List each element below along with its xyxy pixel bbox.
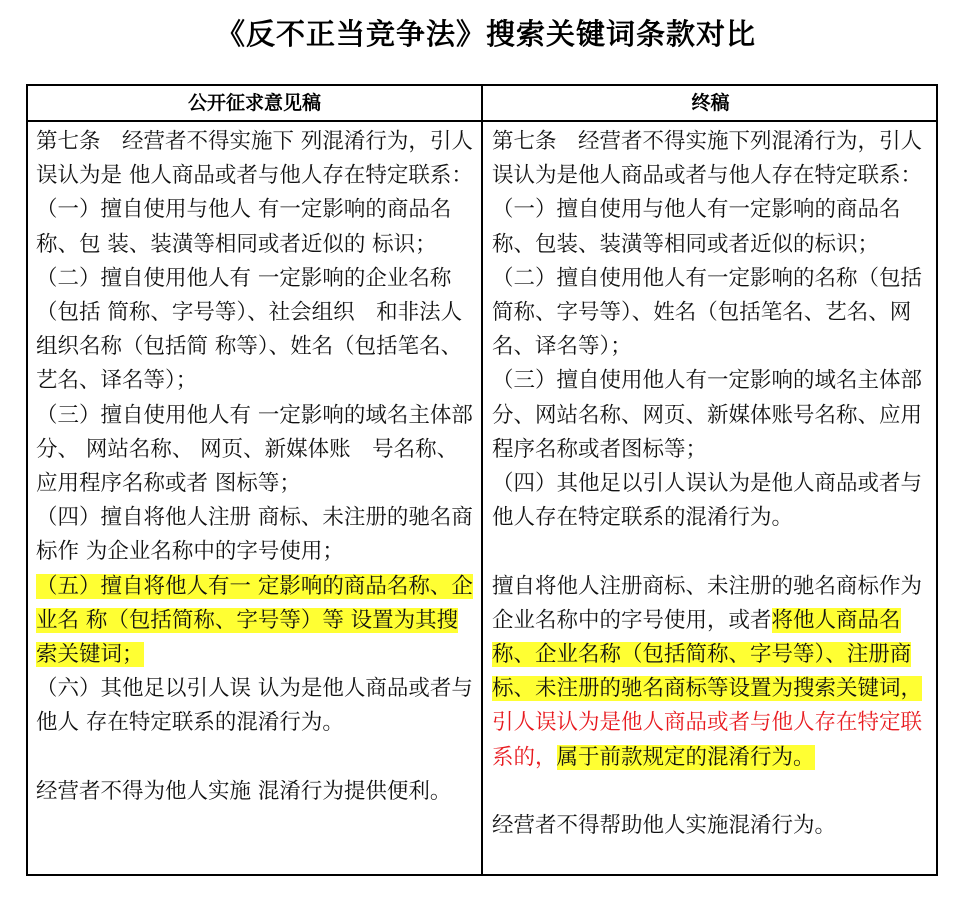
draft-item-6: （六）其他足以引人误 认为是他人商品或者与他人 存在特定联系的混淆行为。 — [36, 676, 473, 736]
final-paragraph-2-highlight-1: 将他人商品名称、企业名称（包括简称、字号等）、注册商标、未注册的驰名商标等设置为搜索关键词， — [492, 607, 923, 702]
draft-item-3: （三）擅自使用他人有 一定影响的域名主体部分、 网站名称、 网页、新媒体账 号名称、应用程序名称或者 图标等； — [36, 402, 473, 497]
draft-item-2: （二）擅自使用他人有 一定影响的企业名称（包括 简称、字号等）、社会组织 和非法人组织名称（包括简 称等）、姓名（包括笔名、 艺名、译名等）； — [36, 265, 463, 394]
draft-item-5 — [36, 570, 476, 673]
final-item-3: （三）擅自使用他人有一定影响的域名主体部分、网站名称、网页、新媒体账号名称、应用程序名称或者图标等； — [492, 368, 923, 462]
draft-paragraph-2: 经营者不得为他人实施 混淆行为提供便利。 — [36, 778, 452, 804]
final-paragraph-2-red-text: 引人误认为是他人商品或者与他人存在特定联系的， — [492, 710, 923, 770]
final-item-2: （二）擅自使用他人有一定影响的名称（包括简称、字号等）、姓名（包括笔名、艺名、网名、译名等）； — [492, 265, 923, 360]
final-paragraph-2 — [492, 570, 932, 775]
draft-item-5-highlight: （五）擅自将他人有一 定影响的商品名称、企业名 称（包括简称、字号等）等 设置为其搜索关键词； — [36, 573, 473, 668]
draft-column — [36, 122, 476, 809]
final-paragraph-3: 经营者不得帮助他人实施混淆行为。 — [492, 813, 837, 839]
spacer — [492, 535, 932, 569]
draft-item-4: （四）擅自将他人注册 商标、未注册的驰名商标作 为企业名称中的字号使用； — [36, 505, 473, 565]
final-item-1: （一）擅自使用与他人有一定影响的商品名称、包装、装潢等相同或者近似的标识； — [492, 197, 901, 257]
header-final: 终稿 — [691, 92, 730, 114]
column-divider — [481, 86, 483, 874]
draft-article-intro: 第七条 经营者不得实施下 列混淆行为，引人误认为是 他人商品或者与他人存在特定联系： — [36, 129, 473, 189]
header-draft: 公开征求意见稿 — [187, 92, 321, 114]
final-paragraph-2-plain: 擅自将他人注册商标、未注册的驰名商标作为企业名称中的字号使用，或者 — [492, 573, 923, 633]
final-article-intro: 第七条 经营者不得实施下列混淆行为，引人误认为是他人商品或者与他人存在特定联系： — [492, 129, 923, 189]
comparison-table — [26, 84, 938, 876]
document-title: 《反不正当竞争法》搜索关键词条款对比 — [215, 17, 756, 51]
spacer — [492, 775, 932, 809]
final-column — [492, 122, 932, 843]
spacer — [36, 741, 476, 775]
final-item-4: （四）其他足以引人误认为是他人商品或者与他人存在特定联系的混淆行为。 — [492, 471, 923, 531]
final-paragraph-2-highlight-2: 属于前款规定的混淆行为。 — [556, 744, 815, 770]
draft-item-1: （一）擅自使用与他人 有一定影响的商品名称、包 装、装潢等相同或者近似的 标识； — [36, 197, 452, 257]
